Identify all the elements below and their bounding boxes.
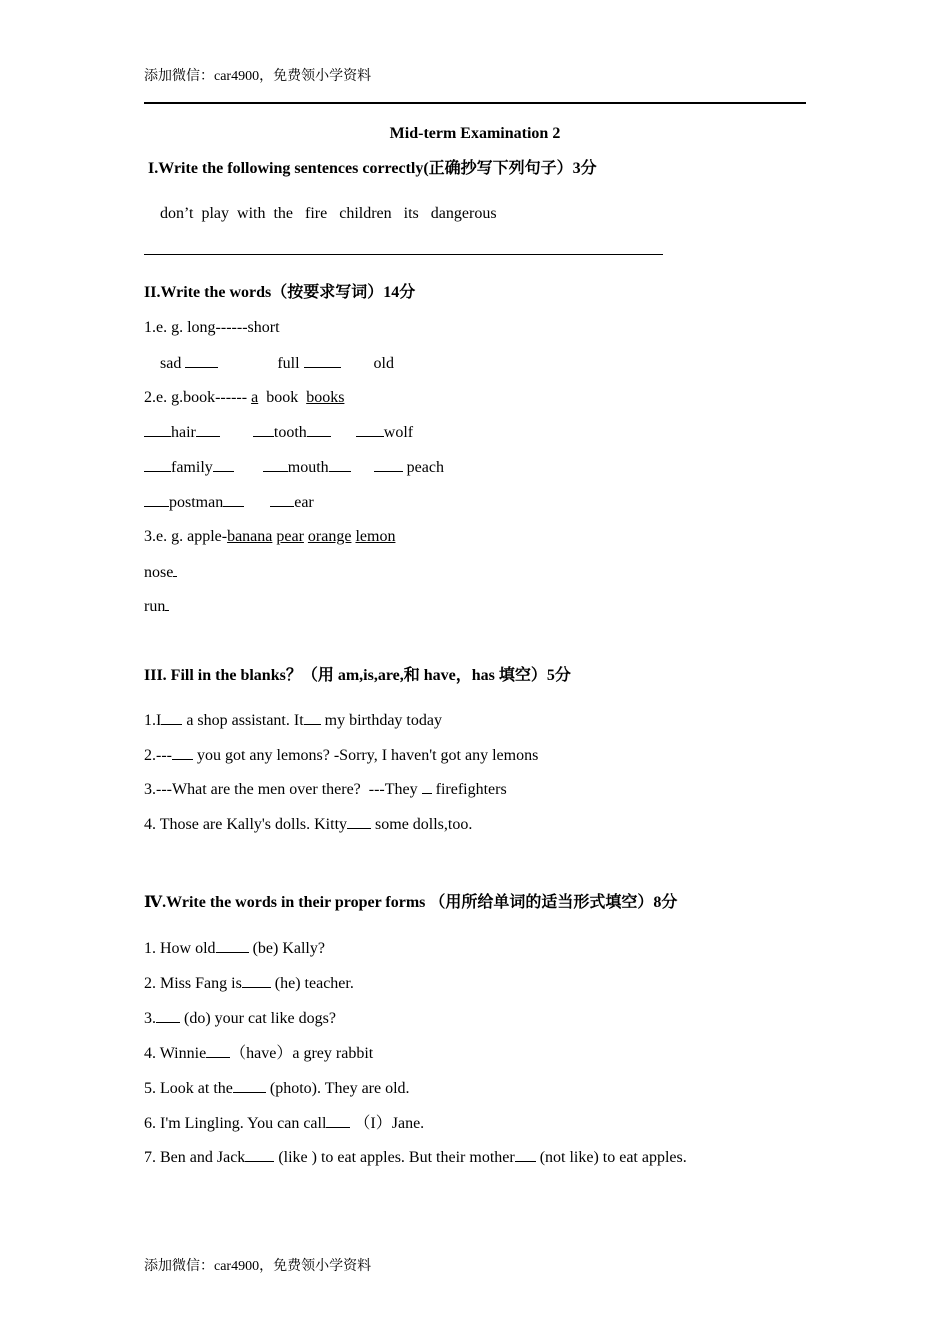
- text: some dolls,too.: [375, 816, 473, 833]
- text: 2.---: [144, 747, 172, 764]
- text: firefighters: [435, 781, 507, 798]
- answer-blank[interactable]: [270, 492, 294, 507]
- scramble-word: its: [403, 205, 419, 222]
- q2-row3: [144, 492, 314, 513]
- word: postman: [169, 494, 224, 511]
- answer-blank[interactable]: [223, 492, 244, 507]
- word: mouth: [287, 459, 329, 476]
- text: (be) Kally?: [252, 940, 325, 957]
- s4-q2: [144, 973, 354, 994]
- word: old: [373, 355, 394, 372]
- answer-blank[interactable]: [216, 938, 249, 953]
- s4-q1: [144, 938, 325, 959]
- example-article: a: [251, 389, 259, 406]
- text: 3.---What are the men over there? ---They: [144, 781, 418, 798]
- example-word: book: [266, 389, 299, 406]
- word: ear: [294, 494, 314, 511]
- example-plural: books: [306, 389, 345, 406]
- s4-q6: [144, 1113, 424, 1134]
- example-word: orange: [307, 528, 352, 545]
- text: 1.I: [144, 712, 162, 729]
- word: peach: [406, 459, 444, 476]
- answer-line[interactable]: [144, 254, 663, 255]
- answer-blank[interactable]: [173, 562, 177, 577]
- answer-blank[interactable]: [144, 457, 171, 472]
- s3-q2: [144, 745, 538, 766]
- text: 4. Winnie: [144, 1045, 207, 1062]
- example-word: lemon: [355, 528, 396, 545]
- answer-blank[interactable]: [307, 422, 331, 437]
- text: （I）Jane.: [354, 1115, 425, 1132]
- s4-q7: [144, 1147, 687, 1168]
- word: full: [277, 355, 300, 372]
- word: hair: [171, 424, 196, 441]
- answer-blank[interactable]: [329, 457, 351, 472]
- example-word: banana: [227, 528, 273, 545]
- answer-blank[interactable]: [165, 596, 169, 611]
- answer-blank[interactable]: [304, 710, 321, 725]
- example-prefix: 3.e. g. apple-: [144, 528, 228, 545]
- text: my birthday today: [324, 712, 442, 729]
- text: 5. Look at the: [144, 1080, 233, 1097]
- scramble-word: play: [201, 205, 230, 222]
- text: 6. I'm Lingling. You can call: [144, 1115, 327, 1132]
- q2-example: [144, 388, 344, 408]
- s4-q4: [144, 1043, 373, 1064]
- section3-heading: III. Fill in the blanks？（用 am,is,are,和 have，has 填空）5分: [144, 667, 571, 684]
- scramble-word: fire: [305, 205, 328, 222]
- footer-note: 添加微信：car4900，免费领小学资料: [144, 1259, 372, 1274]
- answer-blank[interactable]: [213, 457, 234, 472]
- text: 1. How old: [144, 940, 216, 957]
- text: 3.: [144, 1010, 156, 1027]
- text: 4. Those are Kally's dolls. Kitty: [144, 816, 348, 833]
- answer-blank[interactable]: [263, 457, 288, 472]
- section1-heading: I.Write the following sentences correctly(正确抄写下列句子）3分: [148, 160, 597, 177]
- answer-blank[interactable]: [304, 353, 341, 368]
- answer-blank[interactable]: [156, 1008, 180, 1023]
- answer-blank[interactable]: [253, 422, 274, 437]
- example-word: pear: [276, 528, 304, 545]
- answer-blank[interactable]: [242, 973, 271, 988]
- q1-example: 1.e. g. long------short: [144, 319, 280, 336]
- answer-blank[interactable]: [374, 457, 403, 472]
- text: (not like) to eat apples.: [539, 1149, 687, 1166]
- q2-row1: [144, 422, 413, 443]
- q3-item-run: [144, 596, 169, 617]
- scramble-word: the: [273, 205, 294, 222]
- answer-blank[interactable]: [245, 1147, 274, 1162]
- s3-q1: [144, 710, 442, 731]
- header-rule: [144, 102, 806, 104]
- word: tooth: [273, 424, 307, 441]
- q3-item-nose: [144, 562, 177, 583]
- text: (he) teacher.: [274, 975, 354, 992]
- text: （have）a grey rabbit: [230, 1045, 374, 1062]
- q3-example: [144, 527, 395, 547]
- word: wolf: [383, 424, 414, 441]
- header-note: 添加微信：car4900，免费领小学资料: [144, 69, 372, 84]
- answer-blank[interactable]: [422, 779, 432, 794]
- scramble-word: don’t: [160, 205, 194, 222]
- s4-q5: [144, 1078, 410, 1099]
- scramble-word: with: [237, 205, 266, 222]
- text: (do) your cat like dogs?: [184, 1010, 336, 1027]
- q2-row2: [144, 457, 444, 478]
- answer-blank[interactable]: [144, 492, 169, 507]
- text: 2. Miss Fang is: [144, 975, 242, 992]
- section4-heading: Ⅳ.Write the words in their proper forms （用所给单词的适当形式填空）8分: [144, 894, 678, 911]
- scramble-word: children: [339, 205, 392, 222]
- answer-blank[interactable]: [356, 422, 384, 437]
- section1-word-row: [160, 204, 497, 224]
- word: family: [171, 459, 213, 476]
- word: run: [144, 598, 166, 615]
- example-prefix: 2.e. g.book------: [144, 389, 248, 406]
- section2-heading: II.Write the words（按要求写词）14分: [144, 284, 416, 301]
- text: (like ) to eat apples. But their mother: [278, 1149, 515, 1166]
- q1-row: [160, 353, 394, 374]
- answer-blank[interactable]: [161, 710, 182, 725]
- answer-blank[interactable]: [185, 353, 218, 368]
- answer-blank[interactable]: [326, 1113, 350, 1128]
- page-title: Mid-term Examination 2: [389, 125, 561, 142]
- text: (photo). They are old.: [269, 1080, 410, 1097]
- text: 7. Ben and Jack: [144, 1149, 246, 1166]
- answer-blank[interactable]: [206, 1043, 230, 1058]
- s3-q3: [144, 779, 507, 800]
- answer-blank[interactable]: [347, 814, 371, 829]
- s4-q3: [144, 1008, 336, 1029]
- text: a shop assistant. It: [186, 712, 304, 729]
- word: nose: [144, 564, 174, 581]
- word: sad: [160, 355, 182, 372]
- answer-blank[interactable]: [515, 1147, 536, 1162]
- answer-blank[interactable]: [233, 1078, 266, 1093]
- answer-blank[interactable]: [196, 422, 220, 437]
- s3-q4: [144, 814, 472, 835]
- answer-blank[interactable]: [172, 745, 193, 760]
- answer-blank[interactable]: [144, 422, 171, 437]
- scramble-word: dangerous: [430, 205, 497, 222]
- text: you got any lemons? -Sorry, I haven't got any lemons: [196, 747, 539, 764]
